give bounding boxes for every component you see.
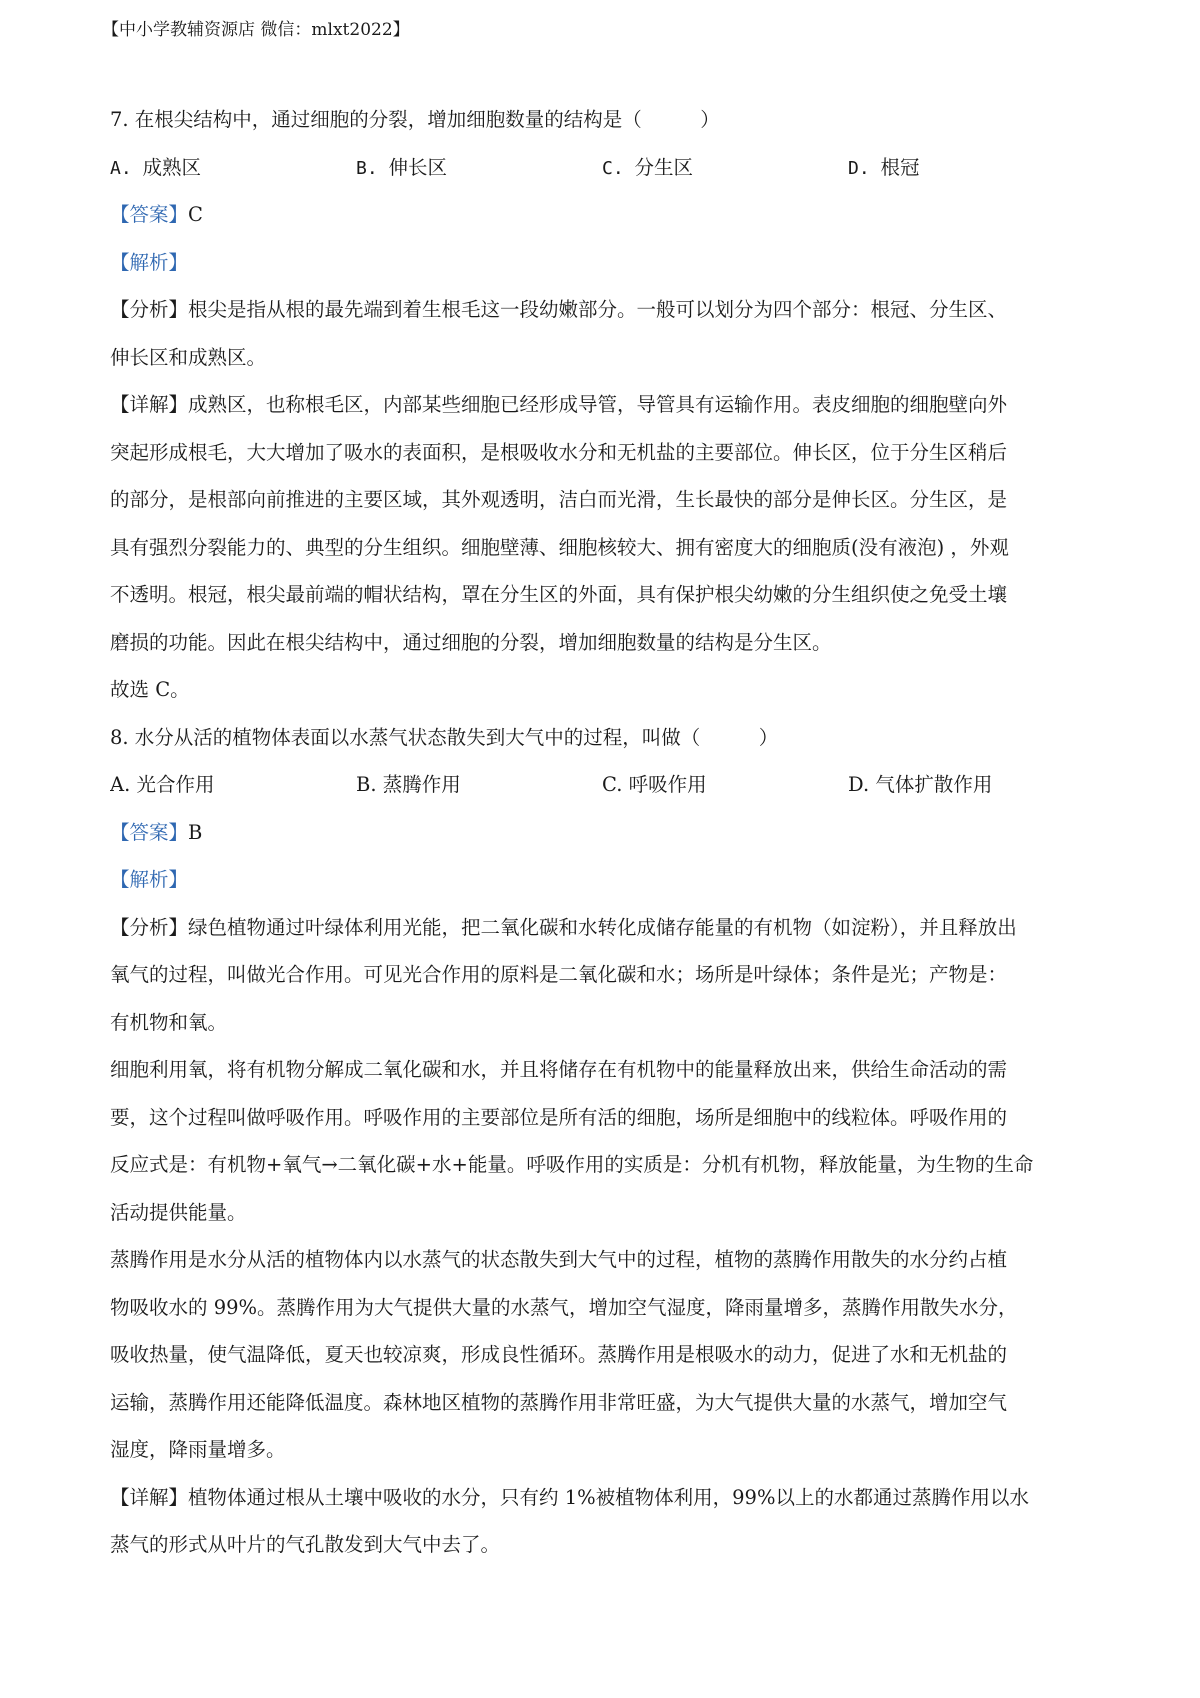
q7-fenxi-line: 【分析】根尖是指从根的最先端到着生根毛这一段幼嫩部分。一般可以划分为四个部分：根冠、分生区、 (110, 298, 1008, 321)
q8-answer-line (110, 809, 1100, 857)
q8-transpiration-line: 蒸腾作用是水分从活的植物体内以水蒸气的状态散失到大气中的过程，植物的蒸腾作用散失的水分约占植 (110, 1248, 1008, 1271)
q8-respiration-line: 反应式是：有机物+氧气→二氧化碳+水+能量。呼吸作用的实质是：分机有机物，释放能量，为生物的生命 (110, 1153, 1034, 1176)
q8-respiration-line: 细胞利用氧，将有机物分解成二氧化碳和水，并且将储存在有机物中的能量释放出来，供给生命活动的需 (110, 1058, 1008, 1081)
option-letter: A. (110, 157, 132, 179)
q7-answer-line (110, 191, 1100, 239)
option-text: 气体扩散作用 (875, 773, 993, 796)
option-letter: B. (356, 157, 378, 179)
option-letter: C. (602, 773, 623, 796)
answer-tag: 【答案】 (110, 203, 189, 226)
q8-option-a (110, 761, 356, 809)
option-text: 成熟区 (142, 155, 202, 179)
answer-tag: 【答案】 (110, 820, 189, 844)
q7-xiangjie-line: 不透明。根冠，根尖最前端的帽状结构，罩在分生区的外面，具有保护根尖幼嫩的分生组织使之免受土壤 (110, 583, 1008, 606)
q7-xiangjie-line: 磨损的功能。因此在根尖结构中，通过细胞的分裂，增加细胞数量的结构是分生区。 (110, 630, 832, 654)
option-text: 呼吸作用 (628, 773, 707, 796)
analysis-tag: 【解析】 (110, 250, 189, 274)
q7-xiangjie-line: 突起形成根毛，大大增加了吸水的表面积，是根吸收水分和无机盐的主要部位。伸长区，位于分生区稍后 (110, 440, 1008, 464)
option-text: 蒸腾作用 (382, 773, 461, 796)
option-text: 伸长区 (388, 155, 448, 179)
question-7-options (110, 144, 1100, 192)
q7-option-c (602, 144, 848, 192)
q7-xiangjie-line: 【详解】成熟区，也称根毛区，内部某些细胞已经形成导管，导管具有运输作用。表皮细胞的细胞壁向外 (110, 393, 1008, 416)
option-letter: B. (356, 773, 377, 796)
q7-fenxi-line: 伸长区和成熟区。 (110, 345, 267, 369)
source-header: 【中小学教辅资源店 微信：mlxt2022】 (102, 20, 410, 40)
question-8-stem: 8. 水分从活的植物体表面以水蒸气状态散失到大气中的过程，叫做（ ） (110, 725, 779, 749)
q8-transpiration-line: 运输，蒸腾作用还能降低温度。森林地区植物的蒸腾作用非常旺盛，为大气提供大量的水蒸气，增加空气 (110, 1390, 1008, 1414)
q8-fenxi-line: 有机物和氧。 (110, 1010, 228, 1034)
option-text: 分生区 (634, 155, 694, 179)
q7-conclusion: 故选 C。 (110, 678, 190, 701)
q8-transpiration-line: 湿度，降雨量增多。 (110, 1438, 286, 1461)
q7-xiangjie-line: 的部分，是根部向前推进的主要区域，其外观透明，洁白而光滑，生长最快的部分是伸长区。分生区，是 (110, 488, 1008, 511)
q8-transpiration-line: 吸收热量，使气温降低，夏天也较凉爽，形成良性循环。蒸腾作用是根吸水的动力，促进了水和无机盐的 (110, 1343, 1008, 1366)
q8-respiration-line: 活动提供能量。 (110, 1200, 247, 1224)
q8-xiangjie-line: 【详解】植物体通过根从土壤中吸收的水分，只有约 1%被植物体利用，99%以上的水都通过蒸腾作用以水 (110, 1485, 1029, 1509)
question-7-stem: 7. 在根尖结构中，通过细胞的分裂，增加细胞数量的结构是（ ） (110, 108, 720, 131)
q8-fenxi-line: 【分析】绿色植物通过叶绿体利用光能，把二氧化碳和水转化成储存能量的有机物（如淀粉），并且释放出 (110, 915, 1017, 939)
q8-xiangjie-line: 蒸气的形式从叶片的气孔散发到大气中去了。 (110, 1533, 501, 1556)
option-text: 光合作用 (136, 773, 215, 796)
analysis-tag: 【解析】 (110, 868, 189, 891)
q8-respiration-line: 要，这个过程叫做呼吸作用。呼吸作用的主要部位是所有活的细胞，场所是细胞中的线粒体。呼吸作用的 (110, 1105, 1008, 1129)
q7-option-b (356, 144, 602, 192)
option-text: 根冠 (880, 155, 920, 179)
question-8-options (110, 761, 1100, 809)
q8-option-b (356, 761, 602, 809)
option-letter: D. (848, 773, 870, 796)
answer-value: C (188, 203, 203, 226)
q7-option-d (848, 144, 1094, 192)
q7-option-a (110, 144, 356, 192)
q7-analysis-heading (110, 239, 1100, 287)
q8-option-c (602, 761, 848, 809)
q8-option-d (848, 761, 1094, 809)
q8-transpiration-line: 物吸收水的 99%。蒸腾作用为大气提供大量的水蒸气，增加空气湿度，降雨量增多，蒸腾作用散失水分， (110, 1295, 1018, 1319)
option-letter: D. (848, 157, 870, 179)
answer-value: B (188, 820, 203, 844)
q7-xiangjie-line: 具有强烈分裂能力的、典型的分生组织。细胞壁薄、细胞核较大、拥有密度大的细胞质(没有液泡) ，外观 (110, 535, 1009, 559)
option-letter: A. (110, 773, 131, 796)
document-body (110, 96, 1100, 1569)
q8-fenxi-line: 氧气的过程，叫做光合作用。可见光合作用的原料是二氧化碳和水；场所是叶绿体；条件是光；产物是： (110, 963, 1008, 986)
option-letter: C. (602, 157, 624, 179)
q8-analysis-heading (110, 856, 1100, 904)
